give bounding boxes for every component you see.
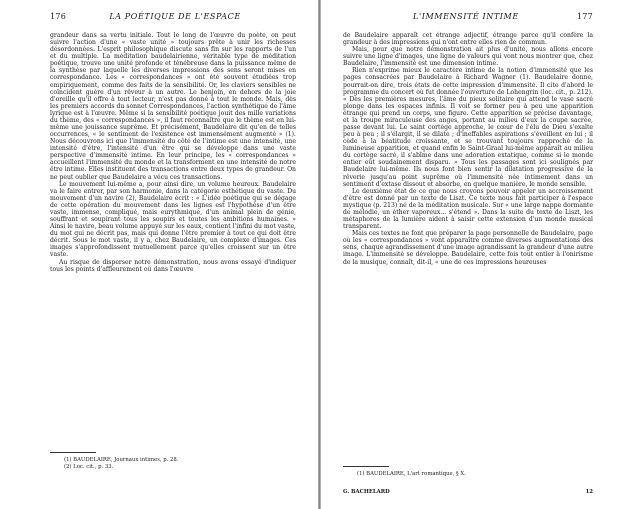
footnote-rule xyxy=(343,466,389,467)
right-page-body xyxy=(343,32,593,266)
right-page-header xyxy=(343,12,593,24)
left-paragraph: Au risque de disperser notre démonstration, nous avons essayé d'indiquer tous les points d'affleurement où dans l'œuvre xyxy=(50,258,296,273)
left-page-header xyxy=(50,12,296,24)
left-page-body xyxy=(50,32,296,273)
left-paragraph: grandeur dans sa vertu initiale. Tout le long de l'œuvre du poète, on peut suivre l'action d'une « vaste unité » toujours prête à unir les richesses désordonnées. L'esprit philosophique discute sans fin sur les rapports de l'un et du multiple. La méditation baudelairienne, véritable type de méditation poétique, trouve une unité profonde et ténébreuse dans la puissance même de la synthèse par laquelle les diverses impressions des sens seront mises en correspondance. Les « correspondances » ont été souvent étudiées trop empiriquement, comme des faits de la sensibilité. Or, les claviers sensibles ne coïncident guère d'un rêveur à un autre. Le benjoin, en dehors de la joie d'oreille qu'il offre à tout lecteur, n'est pas donné à tout le monde. Mais, dès les premiers accords du sonnet Correspondances, l'action synthétique de l'âme lyrique est à l'œuvre. Même si la sensibilité poétique jouit des mille variations du thème, des « correspondances », il faut reconnaître que le thème est en lui-même une jouissance suprême. Et précisément, Baudelaire dit qu'en de telles occurrences, « le sentiment de l'existence est immensément augmenté » (1). Nous découvrons ici que l'immensité du côté de l'intime est une intensité, une intensité d'être, l'intensité d'un être qui se développe dans une vaste perspective d'immensité intime. En leur principe, les « correspondances » accueillent l'immensité du monde et la transforment en une intensité de notre être intime. Elles instituent des transactions entre deux types de grandeur. On ne peut oublier que Baudelaire a vécu ces transactions. xyxy=(50,32,296,181)
right-paragraph: Le deuxième état de ce que nous croyons pouvoir appeler un accroissement d'être est donné par un texte de Liszt. Ce texte nous fait participer à l'espace mystique (p. 213) né de la méditation musicale. Sur « une large nappe dormante de mélodie, un éther vaporeux... s'étend ». Dans la suite du texte de Liszt, les métaphores de la lumière aident à saisir cette extension d'un monde musical transparent. xyxy=(343,187,593,231)
footnote-rule xyxy=(50,452,96,453)
right-paragraph: Rien n'exprime mieux le caractère intime de la notion d'immensité que les pages consacrées par Baudelaire à Richard Wagner (1). Baudelaire donne, pourrait-on dire, trois états de cette impression d'immensité. Il cite d'abord le programme du concert où fut donnée l'ouverture de Lohengrin (loc. cit., p. 212). « Dès les premières mesures, l'âme du pieux solitaire qui attend le vase sacré plonge dans les espaces infinis. Il voit se former peu à peu une apparition étrange qui prend un corps, une figure. Cette apparition se précise davantage, et la troupe miraculeuse des anges, portant au milieu d'eux la coupe sacrée, passe devant lui. Le saint cortège approche, le cœur de l'élu de Dieu s'exalte peu à peu ; il s'élargit, il se dilate ; d'ineffables aspirations s'éveillent en lui ; il cède à la béatitude croissante, et se trouvant toujours rapproché de la lumineuse apparition, et quand enfin le Saint-Graal lui-même apparaît au milieu du cortège sacré, il s'abîme dans une adoration extatique, comme si le monde entier eût soudainement disparu. » Tous les passages sont ici soulignés par Baudelaire lui-même. Ils nous font bien sentir la dilatation progressive de la rêverie jusqu'au point suprême où l'immensité née intimement dans un sentiment d'extase dissout et absorbe, en quelque manière, le monde sensible. xyxy=(343,67,593,188)
signature-number: 12 xyxy=(585,489,593,495)
left-paragraph: Le mouvement lui-même a, pour ainsi dire, un volume heureux. Baudelaire va le faire entrer, par son harmonie, dans la catégorie esthétique du vaste. Du mouvement d'un navire (2), Baudelaire écrit : « L'idée poétique qui se dégage de cette opération du mouvement dans les lignes est l'hypothèse d'un être vaste, immense, compliqué, mais eurythmique, d'un animal plein de génie, souffrant et soupirant tous les soupirs et toutes les ambitions humaines. » Ainsi le navire, beau volume appuyé sur les eaux, contient l'infini du mot vaste, du mot qui ne décrit pas, mais qui donne l'être premier à tout ce qui doit être décrit. Sous le mot vaste, il y a, chez Baudelaire, un complexe d'images. Ces images s'approfondissent mutuellement parce qu'elles croissent sur un être vaste. xyxy=(50,180,296,259)
page-signature xyxy=(343,489,593,495)
signature-author: G. BACHELARD xyxy=(343,489,390,495)
right-paragraph: Mais, pour que notre démonstration ait plus d'unité, nous allons encore suivre une ligne d'images, une ligne de valeurs qui vont nous montrer que, chez Baudelaire, l'immensité est une dimension intime. xyxy=(343,46,593,68)
right-paragraph: Mais ces textes ne font que préparer la page personnelle de Baudelaire, page où les « correspondances » vont apparaître comme diverses augmentations des sens, chaque agrandissement d'une image agrandissant la grandeur d'une autre image. L'immensité se développe. Baudelaire, cette fois tout entier à l'onirisme de la musique, connaît, dit-il, « une de ces impressions heureuses xyxy=(343,230,593,266)
left-running-title: LA POÉTIQUE DE L'ESPACE xyxy=(109,12,241,21)
left-page xyxy=(0,0,318,509)
footnote: (1) BAUDELAIRE, L'art romantique, § X. xyxy=(357,471,466,477)
footnote: (1) BAUDELAIRE, Journaux intimes, p. 28. xyxy=(64,457,179,463)
right-running-title: L'IMMENSITÉ INTIME xyxy=(413,12,519,21)
right-paragraph: de Baudelaire apparaît cet étrange adjectif, étrange parce qu'il confère la grandeur à des impressions qui n'ont entre elles rien de commun. xyxy=(343,32,593,47)
right-footnotes xyxy=(343,466,593,478)
right-page xyxy=(321,0,638,509)
footnote: (2) Loc. cit., p. 33. xyxy=(64,463,114,470)
right-page-number: 177 xyxy=(576,12,593,21)
left-footnotes xyxy=(50,452,296,470)
left-page-number: 176 xyxy=(50,12,67,21)
